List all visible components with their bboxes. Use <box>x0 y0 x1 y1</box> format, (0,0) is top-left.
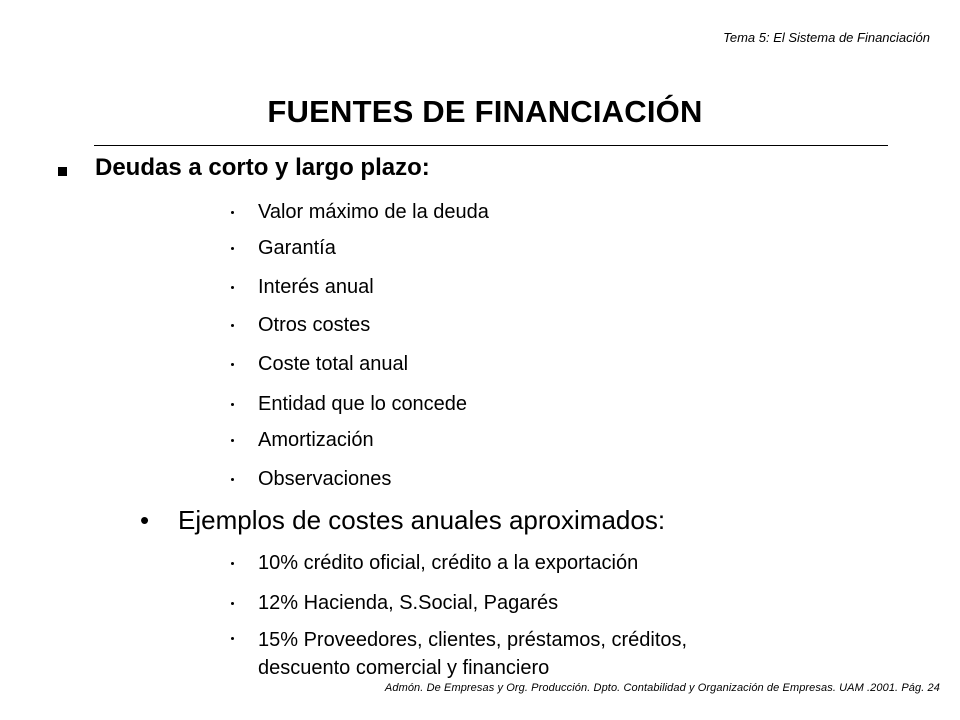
list-item-label: Interés anual <box>258 276 374 298</box>
slide-topic: Tema 5: El Sistema de Financiación <box>723 30 930 45</box>
list-item-label <box>258 626 687 682</box>
dot-bullet-icon <box>231 286 234 289</box>
dot-bullet-icon <box>231 562 234 565</box>
list-item-label: Amortización <box>258 429 374 451</box>
dot-bullet-icon <box>231 211 234 214</box>
dot-bullet-icon <box>231 247 234 250</box>
dot-bullet-icon <box>231 439 234 442</box>
list-item-line: descuento comercial y financiero <box>258 657 550 679</box>
dot-bullet-icon <box>231 637 234 640</box>
slide-footer: Admón. De Empresas y Org. Producción. Dpto. Contabilidad y Organización de Empresas. UAM .2001. Pág. 24 <box>384 682 940 694</box>
list-item-label: Valor máximo de la deuda <box>258 201 489 223</box>
title-divider <box>94 145 888 146</box>
list-item-label: Observaciones <box>258 468 392 490</box>
dot-bullet-icon <box>231 602 234 605</box>
list-item-label: Garantía <box>258 237 336 259</box>
round-bullet-icon: • <box>140 505 150 535</box>
list-item-label: 12% Hacienda, S.Social, Pagarés <box>258 592 559 614</box>
list-item-label: Coste total anual <box>258 353 409 375</box>
slide-title: FUENTES DE FINANCIACIÓN <box>267 94 703 129</box>
dot-bullet-icon <box>231 324 234 327</box>
list-item-label: Otros costes <box>258 314 371 336</box>
square-bullet-icon <box>58 167 67 176</box>
dot-bullet-icon <box>231 478 234 481</box>
section-heading: Deudas a corto y largo plazo: <box>95 154 430 181</box>
list-item-line: 15% Proveedores, clientes, préstamos, créditos, <box>258 629 688 651</box>
list-item-label: 10% crédito oficial, crédito a la exportación <box>258 552 639 574</box>
dot-bullet-icon <box>231 363 234 366</box>
examples-heading-label: Ejemplos de costes anuales aproximados: <box>178 505 666 535</box>
list-item-label: Entidad que lo concede <box>258 393 468 415</box>
dot-bullet-icon <box>231 403 234 406</box>
